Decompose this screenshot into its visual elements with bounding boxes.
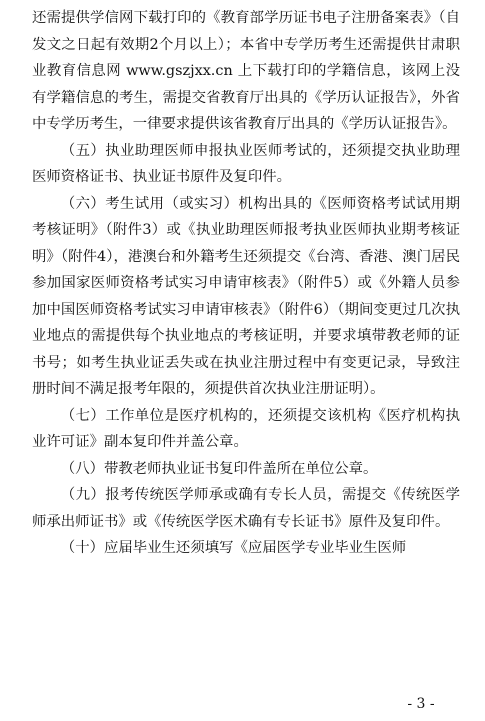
document-body <box>32 5 460 562</box>
paragraph-item-5: （五）执业助理医师申报执业医师考试的，还须提交执业助理医师资格证书、执业证书原件及复印件。 <box>32 142 460 185</box>
paragraph-item-9: （九）报考传统医学师承或确有专长人员，需提交《传统医学师承出师证书》或《传统医学医术确有专长证书》原件及复印件。 <box>32 487 460 530</box>
paragraph-item-8: （八）带教老师执业证书复印件盖所在单位公章。 <box>60 460 378 477</box>
paragraph-continuation: 还需提供学信网下载打印的《教育部学历证书电子注册备案表》（自发文之日起有效期2个月以上）；本省中专学历考生还需提供甘肃职业教育信息网 www.gszjxx.cn 上下载打印的学籍信息，该网上没有学籍信息的考生，需提交省教育厅出具的《学历认证报告》，外省中专学历考生，一律要求提供该省教育厅出具的《学历认证报告》。 <box>32 10 460 132</box>
paragraph-item-6: （六）考生试用（或实习）机构出具的《医师资格考试试用期考核证明》（附件3）或《执业助理医师报考执业医师执业期考核证明》（附件4），港澳台和外籍考生还须提交《台湾、香港、澳门居民参加国家医师资格考试实习申请审核表》（附件5）或《外籍人员参加中国医师资格考试实习申请审核表》（附件6）（期间变更过几次执业地点的需提供每个执业地点的考核证明，并要求填带教老师的证书号；如考生执业证丢失或在执业注册过程中有变更记录，导致注册时间不满足报考年限的，须提供首次执业注册证明）。 <box>32 195 460 397</box>
page-number: - 3 - <box>407 696 435 712</box>
paragraph-item-10: （十）应届毕业生还须填写《应届医学专业毕业生医师 <box>60 540 407 556</box>
paragraph-item-7: （七）工作单位是医疗机构的，还须提交该机构《医疗机构执业许可证》副本复印件并盖公章。 <box>32 407 460 450</box>
